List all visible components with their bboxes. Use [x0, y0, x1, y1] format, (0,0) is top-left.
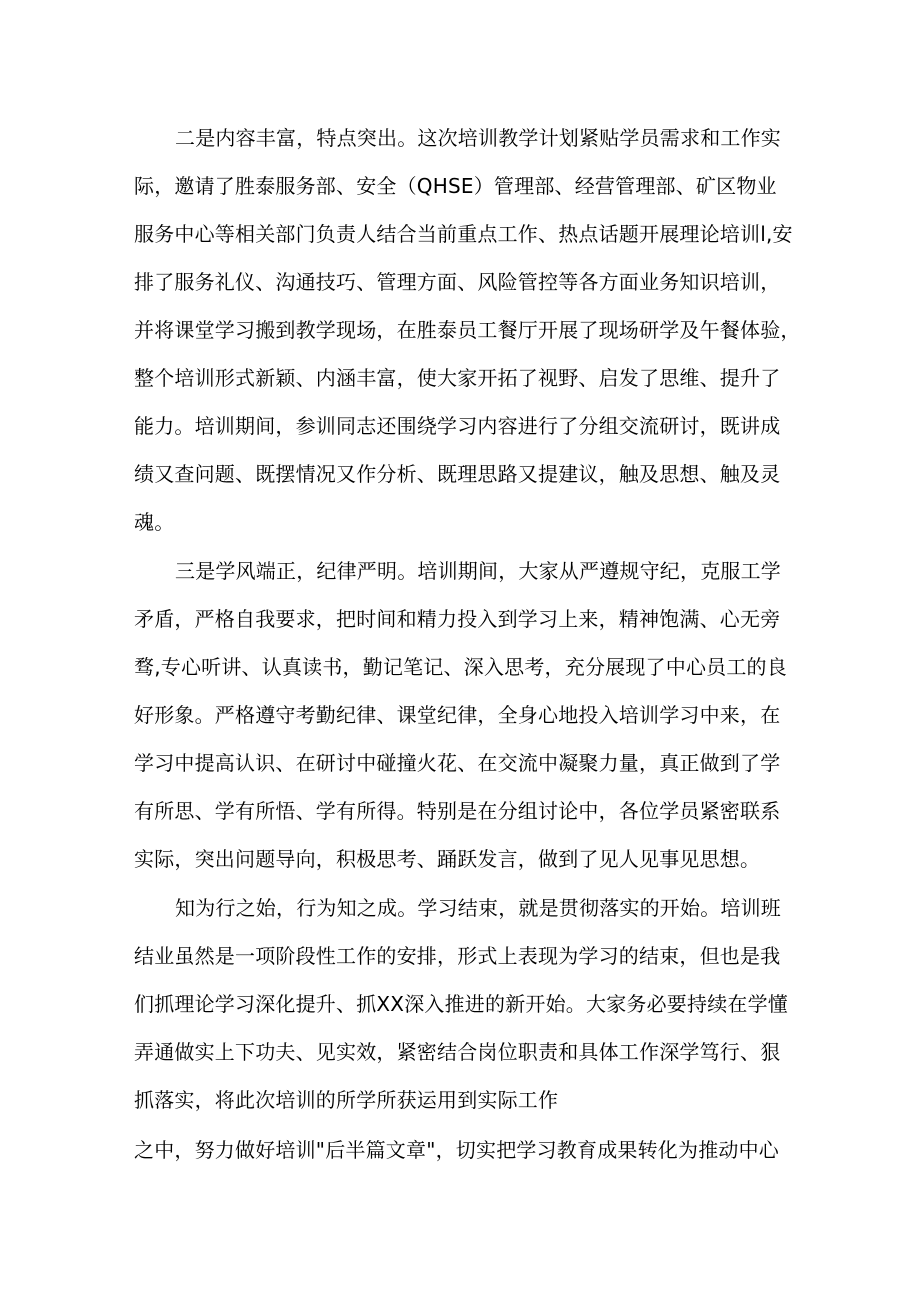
paragraph-1-line-4: 排了服务礼仪、沟通技巧、管理方面、风险管控等各方面业务知识培训，: [134, 270, 781, 294]
paragraph-1-line-5: 并将课堂学习搬到教学现场，在胜泰员工餐厅开展了现场研学及午餐体验，: [134, 318, 801, 342]
paragraph-1-line-2: 际，邀请了胜泰服务部、安全（QHSE）管理部、经营管理部、矿区物业: [134, 174, 777, 198]
paragraph-3-line-1: 知为行之始，行为知之成。学习结束，就是贯彻落实的开始。培训班: [175, 896, 781, 920]
paragraph-2-line-6: 有所思、学有所悟、学有所得。特别是在分组讨论中，各位学员紧密联系: [134, 799, 781, 823]
paragraph-1-line-9: 魂。: [134, 510, 175, 534]
paragraph-1-line-6: 整个培训形式新颖、内涵丰富，使大家开拓了视野、启发了思维、提升了: [134, 366, 781, 390]
paragraph-2-line-3: 骛,专心听讲、认真读书，勤记笔记、深入思考，充分展现了中心员工的良: [134, 655, 787, 679]
paragraph-2-line-1: 三是学风端正，纪律严明。培训期间，大家从严遵规守纪，克服工学: [175, 559, 781, 583]
paragraph-2-line-2: 矛盾，严格自我要求，把时间和精力投入到学习上来，精神饱满、心无旁: [134, 607, 781, 631]
paragraph-1-line-1: 二是内容丰富，特点突出。这次培训教学计划紧贴学员需求和工作实: [175, 126, 781, 150]
paragraph-3-line-4: 弄通做实上下功夫、见实效，紧密结合岗位职责和具体工作深学笃行、狠: [134, 1040, 781, 1064]
paragraph-3-line-3: 们抓理论学习深化提升、抓XX深入推进的新开始。大家务必要持续在学懂: [134, 992, 789, 1016]
paragraph-1-line-7: 能力。培训期间，参训同志还围绕学习内容进行了分组交流研讨，既讲成: [134, 414, 781, 438]
paragraph-1-line-3: 服务中心等相关部门负责人结合当前重点工作、热点话题开展理论培训l,安: [134, 222, 793, 246]
paragraph-1-line-8: 绩又查问题、既摆情况又作分析、既理思路又提建议，触及思想、触及灵: [134, 462, 781, 486]
paragraph-2-line-4: 好形象。严格遵守考勤纪律、课堂纪律，全身心地投入培训学习中来，在: [134, 703, 781, 727]
paragraph-3-line-6: 之中，努力做好培训"后半篇文章"，切实把学习教育成果转化为推动中心: [134, 1138, 779, 1162]
paragraph-3-line-5: 抓落实，将此次培训的所学所获运用到实际工作: [134, 1088, 559, 1112]
paragraph-2-line-5: 学习中提高认识、在研讨中碰撞火花、在交流中凝聚力量，真正做到了学: [134, 751, 781, 775]
paragraph-2-line-7: 实际，突出问题导向，积极思考、踊跃发言，做到了见人见事见思想。: [134, 847, 761, 871]
paragraph-3-line-2: 结业虽然是一项阶段性工作的安排，形式上表现为学习的结束，但也是我: [134, 944, 781, 968]
